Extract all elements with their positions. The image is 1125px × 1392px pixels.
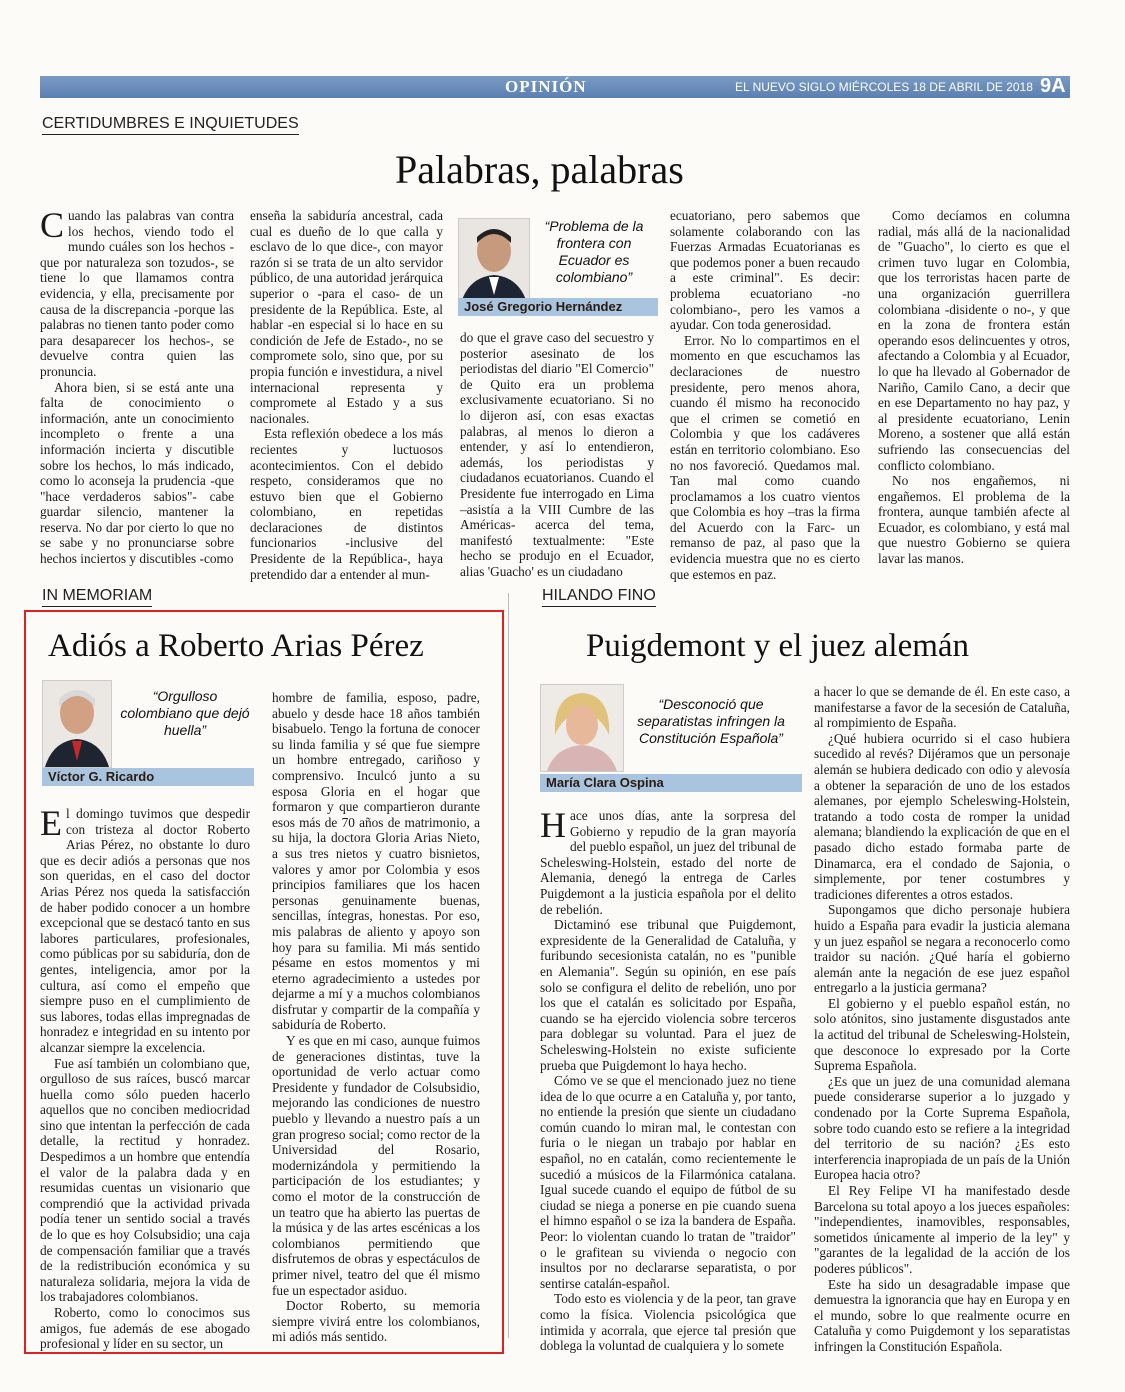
paragraph: El gobierno y el pueblo español están, no solo atónitos, sino justamente disgustados ante la actitud del tribunal de Scheleswing-Holstein, que desconoce lo expresado por la Corte Suprema Española. [814, 995, 1070, 1074]
hilando-col-1 [540, 805, 796, 1354]
top-col-1 [40, 205, 234, 567]
pull-quote: “Desconoció que separatistas infringen la Constitución Española” [637, 696, 785, 746]
memoriam-col-2 [272, 690, 480, 1345]
drop-cap: H [540, 805, 566, 845]
paragraph: Y es que en mi caso, aunque fuimos de generaciones distintas, tuve la oportunidad de verlo actuar como Presidente y fundador de Colsubsidio, mejorando las condiciones de nuestro pueblo y llevando a nuestro país a un gran progreso social; como rector de la Universidad del Rosario, modernizándola y permitiendo la participación de los estudiantes; y como el motor de la construcción de un teatro que ha abierto las puertas de la música y de las artes escénicas a los colombianos permitiendo que disfrutemos de obras y espectáculos de primer nivel, teatro del que él mismo fue un espectador asiduo. [272, 1033, 480, 1298]
author-name: Víctor G. Ricardo [42, 768, 254, 786]
paragraph: a hacer lo que se demande de él. En este caso, a manifestarse a favor de la secesión de Cataluña, al rompimiento de España. [814, 684, 1070, 731]
paragraph: l domingo tuvimos que despedir con tristeza al doctor Roberto Arias Pérez, no obstante lo duro que es decir adiós a personas que nos son queridas, en el caso del doctor Arias Pérez nos queda la satisfacción de haber podido conocer a un hombre excepcional que se destacó tanto en sus labores particulares, profesionales, como públicas por su sabiduría, don de gentes, inteligencia, amor por la cultura, así como el empeño que siempre puso en el cumplimiento de sus labores, todas ellas impregnadas de honradez e integridad en su intento por alcanzar siempre la excelencia. [40, 806, 250, 1055]
top-col-5 [878, 208, 1070, 567]
section-label-hilando: HILANDO FINO [542, 586, 656, 607]
paragraph: Roberto, como lo conocimos sus amigos, fue además de ese abogado profesional y líder en su sector, un [40, 1305, 250, 1352]
paragraph: Ahora bien, si se está ante una falta de conocimiento o información, ante un conocimiento incompleto o frente a una información incierta y discutible sobre los hechos, lo más indicado, como lo aconseja la prudencia -que "hace verdaderos sabios"- cabe guardar silencio, mantener la reserva. No dar por cierto lo que no se sabe y no pronunciarse sobre hechos inciertos y discutibles -como [40, 379, 234, 567]
paragraph: ace unos días, ante la sorpresa del Gobierno y repudio de la gran mayoría del pueblo español, un juez del tribunal de Scheleswing-Holstein, estado del norte de Alemania, denegó la entrega de Carles Puigdemont a la justicia española por el delito de rebelión. [540, 808, 796, 917]
paragraph: Todo esto es violencia y de la peor, tan grave como la física. Violencia psicológica que intimida y acorrala, que ejerce tal presión que doblega la voluntad de cualquiera y lo somete [540, 1291, 796, 1354]
paragraph: Fue así también un colombiano que, orgulloso de sus raíces, buscó marcar huella como sólo pueden hacerlo aquellos que no conciben mediocridad sino que intentan la perfección de cada detalle, la rectitud y honradez. Despedimos a un hombre que entendía el valor de la palabra dada y en resumidas cuentas un visionario que comprendió que la actividad privada podía tener un sentido social a través de lo que es hoy Colsubsidio; una caja de compensación familiar que a través de la redistribución económica y su naturaleza solidaria, mejora la vida de los trabajadores colombianos. [40, 1055, 250, 1305]
author-photo [540, 684, 624, 772]
paragraph: Este ha sido un desagradable impase que demuestra la ignorancia que hay en Europa y en el mundo, sobre lo que realmente ocurre en Cataluña y como Puigdemont y los separatistas infringen la Constitución Española. [814, 1276, 1070, 1354]
headline-puigdemont: Puigdemont y el juez alemán [586, 628, 970, 664]
hilando-col-2 [814, 684, 1070, 1355]
top-col-3 [460, 330, 654, 580]
pull-quote: “Problema de la frontera con Ecuador es colombiano” [544, 218, 644, 285]
author-name: María Clara Ospina [540, 774, 802, 792]
memoriam-col-1 [40, 803, 250, 1352]
pull-quote: “Orgulloso colombiano que dejó huella” [120, 688, 250, 738]
author-name: José Gregorio Hernández [458, 298, 658, 316]
paragraph: Cómo ve se que el mencionado juez no tiene idea de lo que ocurre a en Cataluña y, por tanto, no entiende la presión que siente un ciudadano común cuando lo miran mal, le contestan con furia o le niegan un trabajo por hablar en español, no en catalán, como recientemente le sucedió a músicos de la Filarmónica catalana. Igual sucede cuando el equipo de fútbol de su ciudad se niega a ponerse en pie cuando suena el himno español o se iza la bandera de España. Peor: lo violentan cuando lo tratan de "traidor" o le grafitean su vivienda o negocio con insultos por no declararse separatista, o por sentirse catalán-español. [540, 1073, 796, 1291]
paragraph: Como decíamos en columna radial, más allá de la nacionalidad de "Guacho", lo cierto es que el crimen tuvo lugar en Colombia, que los terroristas hacen parte de una organización guerrillera colombiana -disidente o no-, y que en la zona de frontera están operando esos delincuentes y otros, afectando a Colombia y al Ecuador, lo que ha llevado al Gobernador de Nariño, Camilo Cano, a decir que en ese Departamento no hay paz, y al presidente ecuatoriano, Lenin Moreno, a sostener que allá están sufriendo las consecuencias del conflicto colombiano. [878, 208, 1070, 473]
paragraph: El Rey Felipe VI ha manifestado desde Barcelona su total apoyo a los jueces españoles: "independientes, inamovibles, responsables, sometidos únicamente al imperio de la ley" y "garantes de la legalidad de la acción de los poderes públicos". [814, 1183, 1070, 1276]
paragraph: enseña la sabiduría ancestral, cada cual es dueño de lo que calla y esclavo de lo que dice-, con mayor razón si se trata de un alto servidor público, de una autoridad jerárquica superior o -para el caso- de un presidente de la República. Este, al hablar -en especial si lo hace en su condición de Jefe de Estado-, no se compromete solo, sino que, por su propia función e investidura, a nivel internacional representa y compromete al Estado y a sus nacionales. [250, 208, 443, 426]
headline-palabras: Palabras, palabras [395, 147, 684, 192]
paragraph: Doctor Roberto, su memoria siempre vivirá entre los colombianos, mi adiós más sentido. [272, 1298, 480, 1345]
paragraph: Supongamos que dicho personaje hubiera huido a España para evadir la justicia alemana y un juez español se negara a reconocerlo como traidor su nación. ¿Qué haría el gobierno alemán ante la negación de ese juez español entregarlo a la justicia germana? [814, 902, 1070, 996]
paragraph: ecuatoriano, pero sabemos que solamente colaborando con las Fuerzas Armadas Ecuatorianas es que podemos poner a buen recaudo a este criminal". Es decir: problema ecuatoriano -no colombiano-, pero les vamos a ayudar. Con toda generosidad. [670, 208, 860, 333]
paper-date: EL NUEVO SIGLO MIÉRCOLES 18 DE ABRIL DE 2018 [735, 80, 1033, 94]
paragraph: hombre de familia, esposo, padre, abuelo y desde hace 18 años también bisabuelo. Tengo la fortuna de conocer su linda familia y sé que fue siempre un hombre entregado, cariñoso y comprensivo. Inculcó junto a su esposa Gloria en el hogar que formaron y que compartieron durante esos más de 70 años de matrimonio, a su hija, la doctora Gloria Arias Nieto, a sus tres nietos y cuatro bisnietos, valores y amor por Colombia y esos principios familiares que los hacen personas genuinamente buenas, sencillas, íntegras, honestas. Por eso, mis palabras de aliento y apoyo son hoy para su familia. Mi más sentido pésame en estos momentos y mi eterno agradecimiento a ustedes por dejarme a mí y a muchos colombianos disfrutar y compartir de la compañía y sabiduría de Roberto. [272, 690, 480, 1033]
section-label-memoriam: IN MEMORIAM [42, 586, 152, 607]
paragraph: Error. No lo compartimos en el momento en que escuchamos las declaraciones de nuestro presidente, pero menos ahora, cuando él mismo ha reconocido que el crimen se cometió en Colombia y que los cadáveres están en territorio colombiano. Eso no nos favoreció. Quedamos mal. Tan mal como cuando proclamamos a los cuatro vientos que Colombia es hoy –tras la firma del Acuerdo con la Farc- un remanso de paz, al paso que la evidencia muestra que no es cierto que estemos en paz. [670, 332, 860, 582]
section-label-certidumbres: CERTIDUMBRES E INQUIETUDES [42, 114, 299, 135]
author-photo [42, 680, 112, 768]
top-col-4 [670, 208, 860, 582]
author-box [540, 684, 800, 784]
paragraph: No nos engañemos, ni engañemos. El problema de la frontera, aunque también afecte al Ecuador, es colombiano, y está mal que nuestro Gobierno se quiera lavar las manos. [878, 473, 1070, 567]
page-number: 9A [1040, 75, 1066, 97]
headline-memoriam: Adiós a Roberto Arias Pérez [48, 628, 424, 664]
drop-cap: E [40, 803, 62, 843]
author-box [42, 680, 254, 780]
top-col-2 [250, 208, 443, 582]
drop-cap: C [40, 205, 65, 245]
paragraph: do que el grave caso del secuestro y posterior asesinato de los periodistas del diario "El Comercio" de Quito era un problema exclusivamente ecuatoriano. Si no lo dijeron así, con esas exactas palabras, al menos lo dieron a entender, y así lo entendieron, además, los periodistas y ciudadanos ecuatorianos. Cuando el Presidente fue interrogado en Lima –asistía a la VIII Cumbre de las Américas- acerca del tema, manifestó textualmente: "Este hecho se produjo en el Ecuador, alias 'Guacho' es un ciudadano [460, 330, 654, 579]
column-divider [508, 593, 509, 1338]
paragraph: Dictaminó ese tribunal que Puigdemont, expresidente de la Generalidad de Cataluña, y furibundo secesionista catalán, no es "punible en Alemania". Según su opinión, en ese país solo se configura el delito de rebelión, uno por los que el catalán es solicitado por España, cuando se ha ejercido violencia sobre terceros para doblegar su voluntad. Para el juez de Scheleswing-Holstein no existe suficiente prueba que Puigdemont lo haya hecho. [540, 917, 796, 1073]
author-photo [458, 218, 530, 304]
paragraph: ¿Qué hubiera ocurrido si el caso hubiera sucedido al revés? Dijéramos que un personaje alemán se hubiera dedicado con odio y alevosía a obtener la separación de uno de los estados alemanes, por ejemplo Scheleswing-Holstein, tratando a todo costa de romper la unidad alemana; blandiendo la explicación de que en el pasado dicho estado formaba parte de Dinamarca, era el condado de Sajonia, o simplemente, por tener costumbres y tradiciones diferentes a otros estados. [814, 730, 1070, 902]
paragraph: Esta reflexión obedece a los más recientes y luctuosos acontecimientos. Con el debido respeto, consideramos que no estuvo bien que el Gobierno colombiano, en repetidas declaraciones de distintos funcionarios -inclusive del Presidente de la República-, haya pretendido dar a entender al mun- [250, 426, 443, 582]
paragraph: uando las palabras van contra los hechos, viendo todo el mundo cuáles son los hechos -que por naturaleza son tozudos-, se tiene lo que llamamos contra evidencia, y ella, precisamente por causa de la discrepancia -porque las palabras no tienen tanto poder como para desaparecer los hechos-, se devuelve contra quien las pronuncia. [40, 208, 234, 379]
section-title: OPINIÓN [505, 77, 587, 96]
paragraph: ¿Es que un juez de una comunidad alemana puede considerarse superior a lo juzgado y condenado por la Corte Suprema Española, sobre todo cuando esto se refiere a la integridad del territorio de su nación? ¿Es esto interferencia inapropiada de un país de la Unión Europea hacia otro? [814, 1073, 1070, 1183]
